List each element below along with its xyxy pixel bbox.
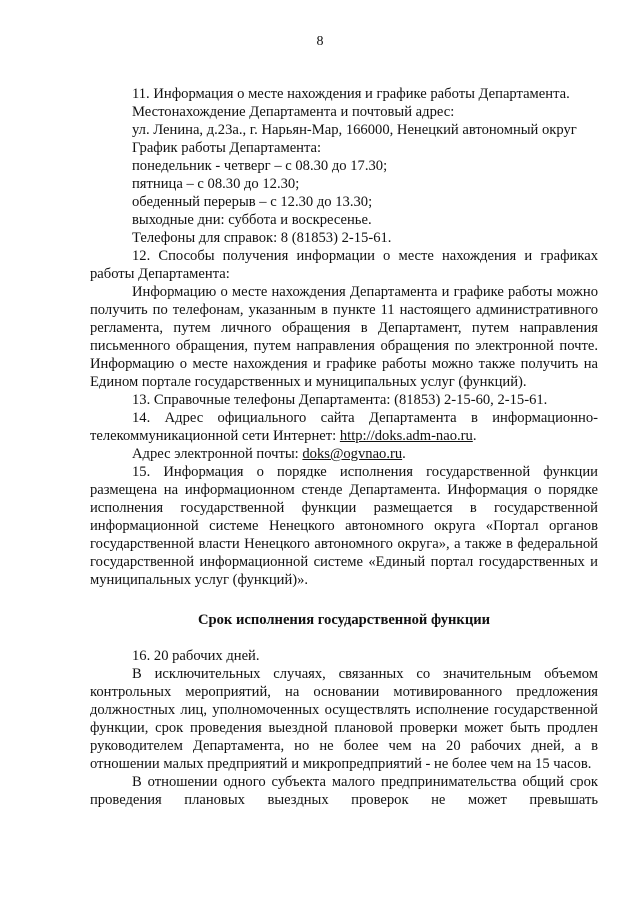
- schedule-fri: пятница – с 08.30 до 12.30;: [132, 176, 300, 192]
- paragraph-12-body: Информацию о месте нахождения Департамента и графике работы можно получить по телефонам, указанным в пункте 11 настоящего административного регламента, путем личного обращения в Департамент, путем направления письменного обращения, путем направления обращения по электронной почте. Информацию о месте нахождения и графике работы можно также получить на Едином портале государственных и муниципальных услуг (функций).: [90, 284, 598, 390]
- paragraph-14-tail: .: [472, 428, 477, 444]
- email-label: Адрес электронной почты:: [132, 446, 303, 462]
- paragraph-13: 13. Справочные телефоны Департамента: (81853) 2-15-60, 2-15-61.: [132, 392, 548, 408]
- section-heading: Срок исполнения государственной функции: [197, 612, 491, 628]
- email-line: [90, 445, 598, 463]
- paragraph-16-continuation: В отношении одного субъекта малого предпринимательства общий срок проведения плановых выездных проверок не может превышать: [90, 774, 598, 808]
- email-link[interactable]: doks@ogvnao.ru: [302, 446, 403, 462]
- paragraph-15: 15. Информация о порядке исполнения государственной функции размещена на информационном стенде Департамента. Информация о порядке исполнения государственной функции размещается в государственной информационной системе Ненецкого автономного округа «Портал органов государственной власти Ненецкого автономного округа», а также в федеральной государственной информационной системе «Единый портал государственных и муниципальных услуг (функций)».: [90, 464, 598, 588]
- schedule-label: График работы Департамента:: [132, 140, 322, 156]
- address-line: ул. Ленина, д.23а., г. Нарьян-Мар, 166000, Ненецкий автономный округ: [132, 122, 577, 138]
- website-link[interactable]: http://doks.adm-nao.ru: [339, 428, 473, 444]
- paragraph-14: [90, 409, 598, 445]
- page-number: 8: [316, 34, 324, 49]
- schedule-mon-thu: понедельник - четверг – с 08.30 до 17.30;: [132, 158, 388, 174]
- document-body: [90, 85, 598, 809]
- reference-phones: Телефоны для справок: 8 (81853) 2-15-61.: [132, 230, 392, 246]
- email-tail: .: [402, 446, 406, 462]
- paragraph-16-body: В исключительных случаях, связанных со значительным объемом контрольных мероприятий, на основании мотивированного предложения должностных лиц, уполномоченных осуществлять исполнение государственной функции, срок проведения выездной плановой проверки может быть продлен руководителем Департамента, но не более чем на 20 рабочих дней, а в отношении малых предприятий и микропредприятий - не более чем на 15 часов.: [90, 666, 598, 772]
- paragraph-11-heading: 11. Информация о месте нахождения и графике работы Департамента.: [132, 86, 570, 102]
- location-label: Местонахождение Департамента и почтовый адрес:: [132, 104, 455, 120]
- paragraph-16: 16. 20 рабочих дней.: [132, 648, 260, 664]
- schedule-lunch: обеденный перерыв – с 12.30 до 13.30;: [132, 194, 373, 210]
- schedule-weekend: выходные дни: суббота и воскресенье.: [132, 212, 372, 228]
- paragraph-14-text: 14. Адрес официального сайта Департамента в информационно-телекоммуникационной сети Интернет:: [90, 410, 598, 444]
- paragraph-12: 12. Способы получения информации о месте нахождения и графиках работы Департамента:: [90, 248, 598, 282]
